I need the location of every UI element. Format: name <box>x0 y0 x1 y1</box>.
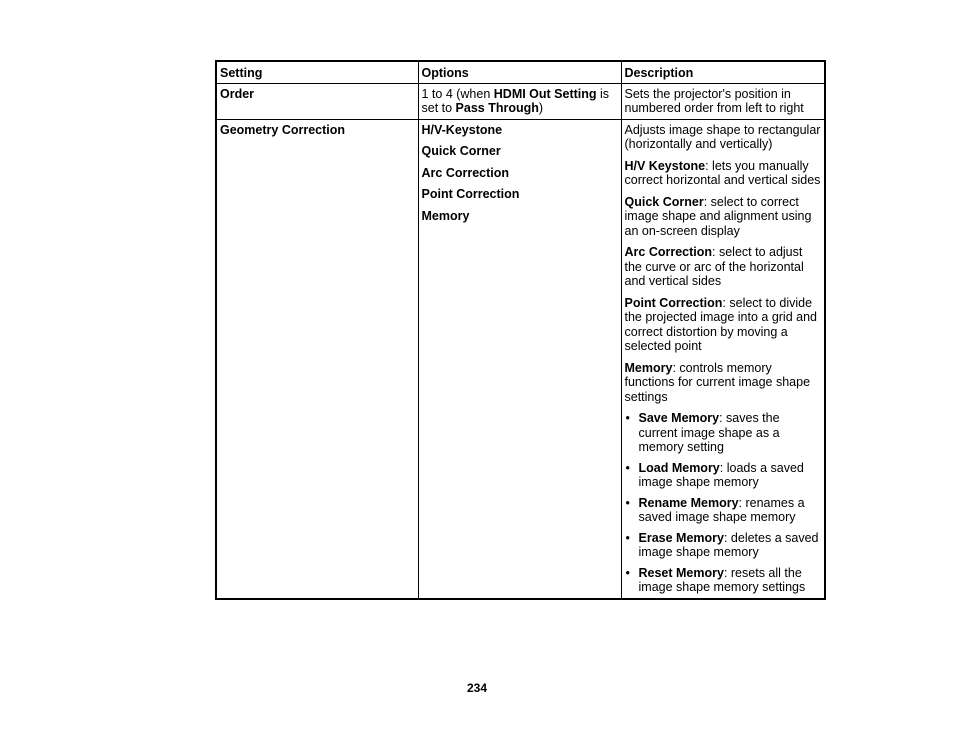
desc-term: Arc Correction <box>624 245 713 259</box>
desc-term: Point Correction <box>624 295 723 310</box>
settings-table <box>215 60 826 600</box>
desc-arc-correction <box>625 245 822 289</box>
bullet-term: Rename Memory <box>638 495 739 510</box>
table-header-row <box>216 61 825 83</box>
bullet-reset-memory <box>625 566 822 595</box>
bullet-icon: • <box>625 565 630 580</box>
bullet-term: Save Memory <box>638 411 720 425</box>
bullet-term: Load Memory <box>638 460 720 475</box>
option-arc-correction: Arc Correction <box>421 165 510 180</box>
bullet-icon: • <box>625 495 630 510</box>
bullet-text: : loads a saved image shape memory <box>638 460 804 489</box>
option-hv-keystone: H/V-Keystone <box>421 122 503 137</box>
bullet-erase-memory <box>625 531 822 560</box>
desc-term: Quick Corner <box>624 194 704 209</box>
settings-table-container <box>215 60 824 600</box>
page-number: 234 <box>466 681 488 695</box>
description-geometry-correction <box>621 119 825 599</box>
bullet-load-memory <box>625 461 822 490</box>
options-order-pre: 1 to 4 (when <box>421 86 494 101</box>
bullet-icon: • <box>625 411 630 425</box>
setting-order: Order <box>216 83 418 119</box>
bullet-term: Erase Memory <box>638 530 724 545</box>
desc-text: : lets you manually correct horizontal and vertical sides <box>624 158 821 187</box>
setting-geometry-correction: Geometry Correction <box>216 119 418 599</box>
desc-term: H/V Keystone <box>624 158 706 173</box>
option-memory: Memory <box>421 208 470 223</box>
desc-text: : select to divide the projected image into a grid and correct distortion by moving a selected point <box>624 295 817 353</box>
header-options: Options <box>418 61 621 83</box>
description-order: Sets the projector's position in numbered order from left to right <box>621 83 825 119</box>
header-setting: Setting <box>216 61 418 83</box>
table-row-geometry-correction <box>216 119 825 599</box>
desc-memory <box>625 361 822 405</box>
options-order <box>418 83 621 119</box>
bullet-text: : deletes a saved image shape memory <box>638 530 819 559</box>
bullet-rename-memory <box>625 496 822 525</box>
desc-term: Memory <box>624 360 673 375</box>
options-order-pass-through: Pass Through <box>455 101 539 115</box>
bullet-icon: • <box>625 530 630 545</box>
options-geometry-correction <box>418 119 621 599</box>
option-point-correction: Point Correction <box>421 187 520 201</box>
desc-point-correction <box>625 296 822 354</box>
options-order-mid: is set to <box>421 86 610 115</box>
options-order-post: ) <box>538 101 544 115</box>
memory-bullet-list <box>625 411 822 595</box>
bullet-term: Reset Memory <box>638 565 724 580</box>
bullet-icon: • <box>625 460 630 475</box>
table-row-order <box>216 83 825 119</box>
desc-text: : select to adjust the curve or arc of the horizontal and vertical sides <box>624 245 804 288</box>
options-order-hdmi-out-setting: HDMI Out Setting <box>493 86 597 101</box>
desc-quick-corner <box>625 195 822 239</box>
bullet-text: : resets all the image shape memory settings <box>638 565 806 594</box>
desc-intro: Adjusts image shape to rectangular (horizontally and vertically) <box>624 122 821 151</box>
option-quick-corner: Quick Corner <box>421 144 501 158</box>
bullet-text: : saves the current image shape as a memory setting <box>638 411 780 454</box>
bullet-text: : renames a saved image shape memory <box>638 495 805 524</box>
desc-text: : select to correct image shape and alignment using an on-screen display <box>624 194 812 238</box>
desc-hv-keystone <box>625 159 822 188</box>
bullet-save-memory <box>625 411 822 455</box>
desc-text: : controls memory functions for current image shape settings <box>624 360 811 404</box>
header-description: Description <box>621 61 825 83</box>
